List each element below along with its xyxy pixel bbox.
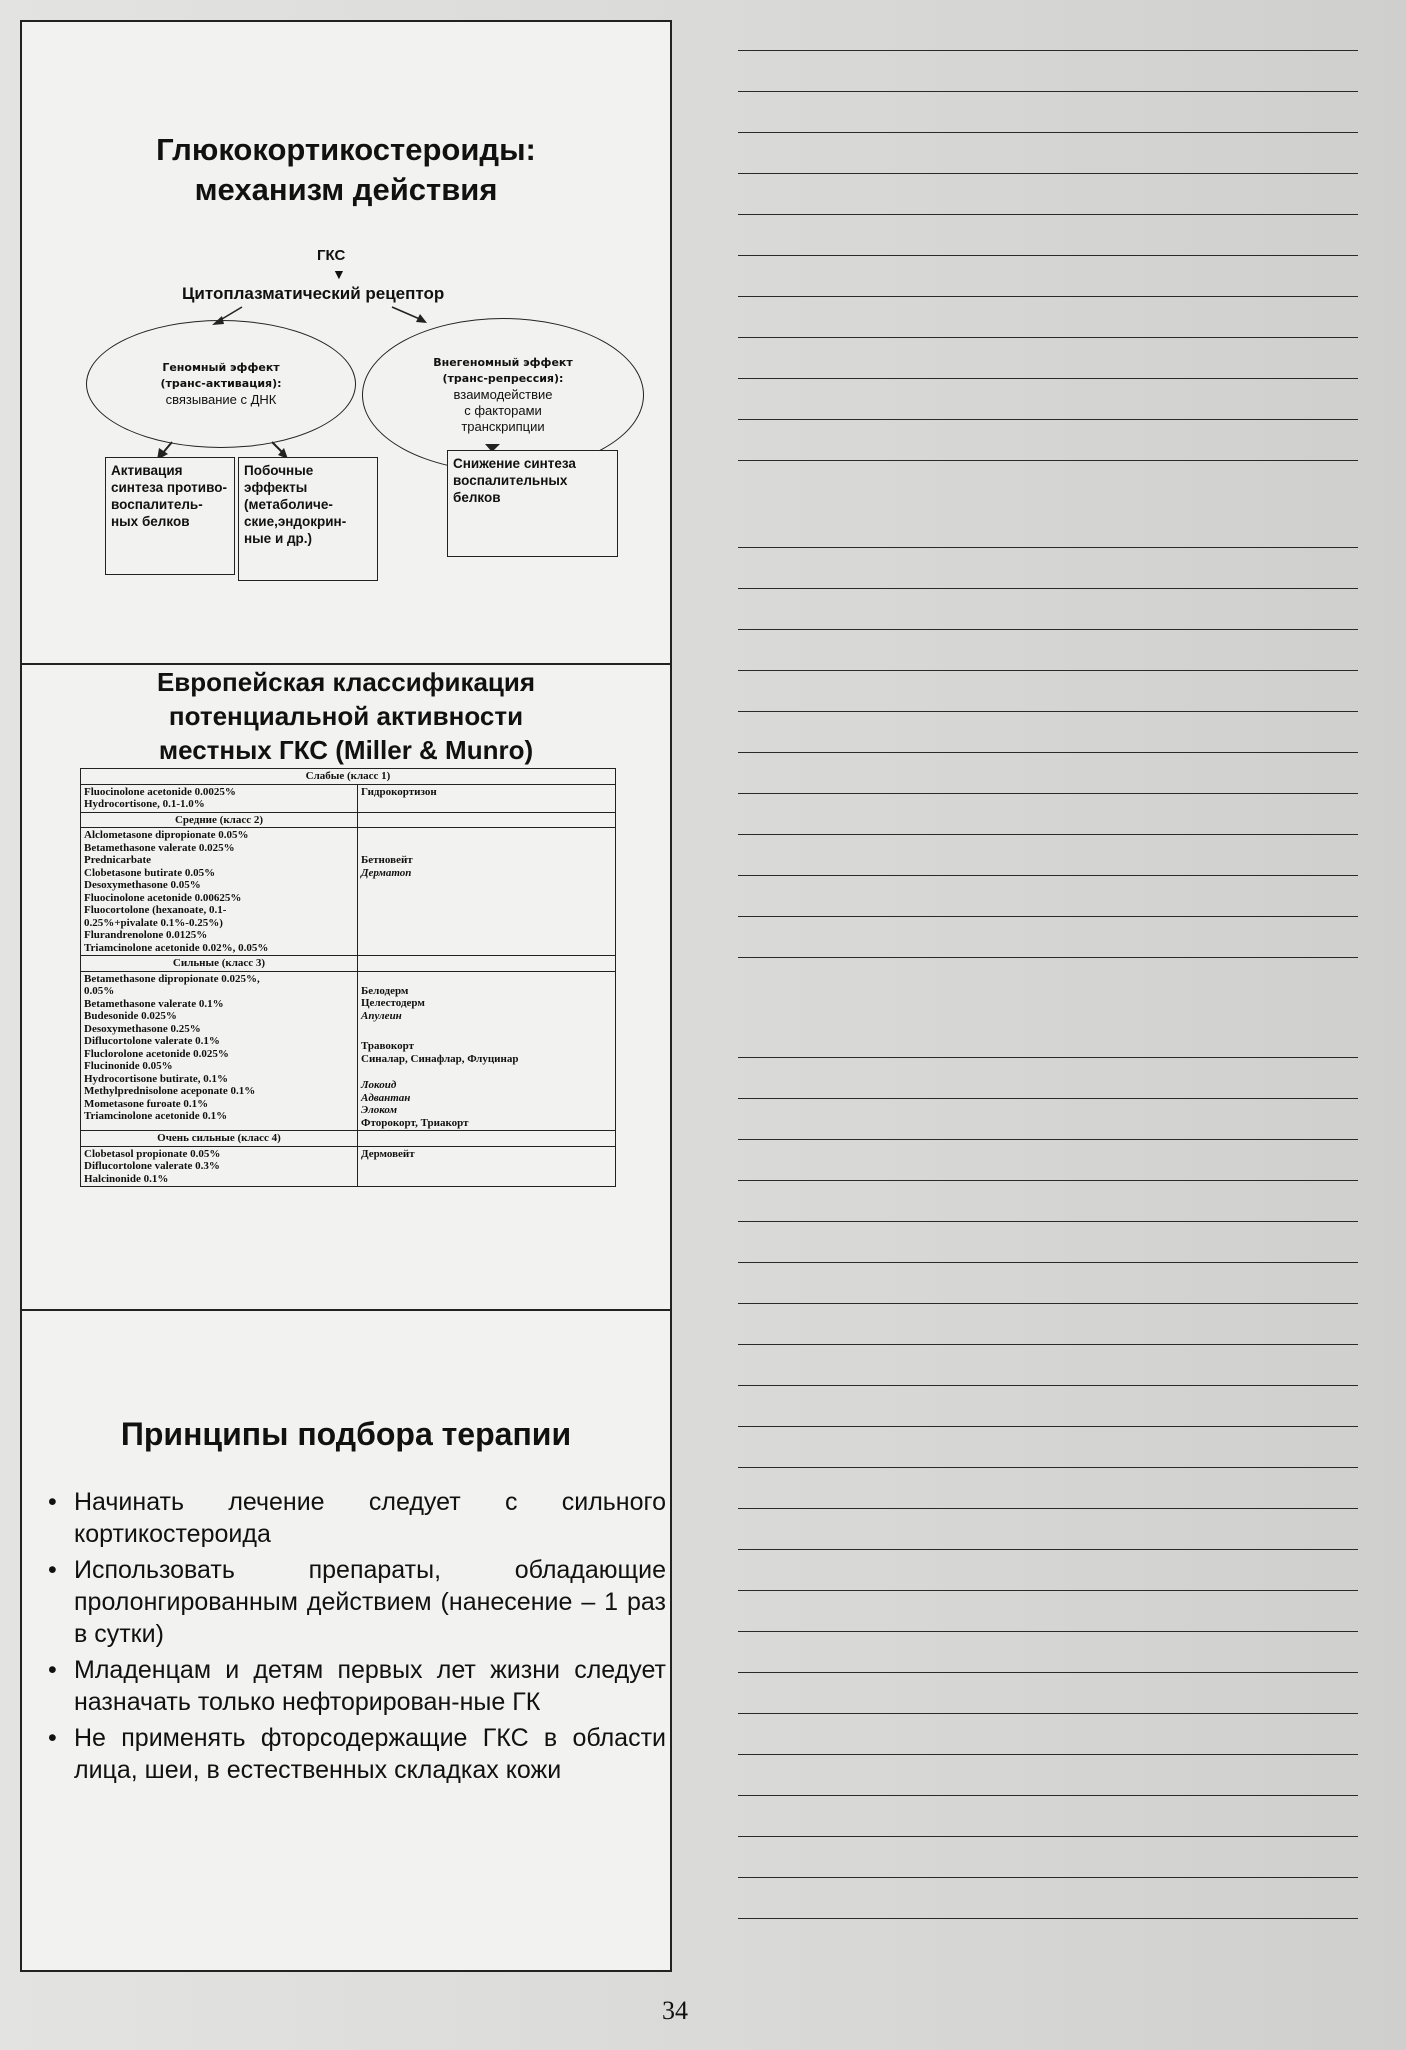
nongenomic-effect-ellipse <box>362 318 644 472</box>
drug-name: Desoxymethasone 0.25% <box>84 1022 201 1035</box>
brand-name: Бетновейт <box>361 854 413 866</box>
drug-name: Diflucortolone valerate 0.1% <box>84 1035 220 1047</box>
brand-name: Адвантан <box>361 1091 411 1104</box>
note-line <box>738 1180 1358 1181</box>
title-line: Глюкокортикостероиды: <box>156 132 536 167</box>
note-line <box>738 296 1358 297</box>
drug-name: 0.05% <box>84 985 115 997</box>
note-line <box>738 957 1358 958</box>
note-line <box>738 588 1358 589</box>
class-header: Очень сильные (класс 4) <box>81 1131 358 1147</box>
note-line <box>738 255 1358 256</box>
drug-name: Clobetasol propionate 0.05% <box>84 1147 221 1160</box>
class-header: Слабые (класс 1) <box>81 769 616 785</box>
drug-name: Mometasone furoate 0.1% <box>84 1097 209 1110</box>
note-line <box>738 1385 1358 1386</box>
page-number: 34 <box>662 1996 688 2025</box>
brand-list <box>358 784 616 812</box>
note-line <box>738 91 1358 92</box>
classification-table <box>80 768 616 1187</box>
note-line <box>738 1426 1358 1427</box>
note-line <box>738 793 1358 794</box>
table-row <box>81 784 616 812</box>
note-line <box>738 752 1358 753</box>
genomic-line: (транс-активация): <box>160 377 282 390</box>
drug-name: 0.25%+pivalate 0.1%-0.25%) <box>84 916 223 929</box>
drug-name: Triamcinolone acetonide 0.02%, 0.05% <box>84 941 269 954</box>
nongenomic-line: Внегеномный эффект <box>433 356 573 369</box>
genomic-effect-ellipse <box>86 320 356 448</box>
title-line: местных ГКС (Miller & Munro) <box>158 735 534 765</box>
drug-name: Fluocortolone (hexanoate, 0.1- <box>84 904 227 916</box>
note-line <box>738 834 1358 835</box>
note-line <box>738 1795 1358 1796</box>
note-line <box>738 629 1358 630</box>
drug-name: Methylprednisolone aceponate 0.1% <box>84 1085 256 1097</box>
brand-name: Дермовейт <box>361 1147 415 1160</box>
note-line <box>738 1918 1358 1919</box>
note-line <box>738 1098 1358 1099</box>
drug-name: Flucinonide 0.05% <box>84 1060 173 1072</box>
brand-name: Белодерм <box>361 984 409 997</box>
drug-name: Budesonide 0.025% <box>84 1010 177 1022</box>
arrow-down-icon: ▼ <box>332 266 346 282</box>
brand-name: Фторокорт, Триакорт <box>361 1116 469 1129</box>
nongenomic-line: транскрипции <box>461 419 545 434</box>
drug-name: Hydrocortisone butirate, 0.1% <box>84 1072 229 1085</box>
note-line <box>738 670 1358 671</box>
brand-name: Элоком <box>361 1104 398 1116</box>
brand-name: Травокорт <box>361 1040 414 1052</box>
nongenomic-line: с факторами <box>464 403 542 418</box>
note-line <box>738 1836 1358 1837</box>
receptor-label: Цитоплазматический рецептор <box>182 284 445 303</box>
note-line <box>738 50 1358 51</box>
nongenomic-line: (транс-репрессия): <box>442 372 564 385</box>
note-line <box>738 1549 1358 1550</box>
note-line <box>738 419 1358 420</box>
drug-name: Triamcinolone acetonide 0.1% <box>84 1110 228 1122</box>
table-row <box>81 971 616 1131</box>
slide-classification <box>20 663 672 1311</box>
note-line <box>738 132 1358 133</box>
brand-name: Гидрокортизон <box>361 785 437 798</box>
drug-list <box>81 971 358 1131</box>
drug-name: Betamethasone valerate 0.1% <box>84 997 224 1010</box>
drug-name: Fluocinolone acetonide 0.0025% <box>84 785 236 798</box>
note-line <box>738 173 1358 174</box>
note-line <box>738 1877 1358 1878</box>
list-item: • Младенцам и детям первых лет жизни следует назначать только нефторирован-ные ГК <box>36 1654 666 1718</box>
note-line <box>738 1631 1358 1632</box>
brand-name: Синалар, Синафлар, Флуцинар <box>361 1052 519 1065</box>
note-line <box>738 214 1358 215</box>
drug-list <box>81 828 358 956</box>
note-line <box>738 1754 1358 1755</box>
brand-name: Дерматоп <box>361 866 412 879</box>
brand-name: Апулеин <box>361 1009 402 1022</box>
note-line <box>738 1221 1358 1222</box>
list-item: • Использовать препараты, обладающие пролонгированным действием (нанесение – 1 раз в сутки) <box>36 1554 666 1650</box>
slide-title <box>22 665 670 767</box>
note-line <box>738 1590 1358 1591</box>
class-header: Средние (класс 2) <box>81 812 358 828</box>
note-line <box>738 1508 1358 1509</box>
note-line <box>738 547 1358 548</box>
title-line: потенциальной активности <box>168 701 524 731</box>
nongenomic-line: взаимодействие <box>453 387 553 402</box>
note-line <box>738 875 1358 876</box>
note-line <box>738 1303 1358 1304</box>
drug-list <box>81 784 358 812</box>
genomic-line: Геномный эффект <box>162 361 280 374</box>
notes-column <box>700 20 1390 1970</box>
principles-list <box>36 1486 666 1790</box>
drug-name: Flurandrenolone 0.0125% <box>84 929 208 941</box>
class-header: Сильные (класс 3) <box>81 956 358 972</box>
genomic-line: связывание с ДНК <box>165 392 277 407</box>
note-line <box>738 1139 1358 1140</box>
note-line <box>738 1467 1358 1468</box>
drug-name: Desoxymethasone 0.05% <box>84 879 201 891</box>
title-line: механизм действия <box>194 172 498 207</box>
drug-name: Diflucortolone valerate 0.3% <box>84 1160 220 1172</box>
note-line <box>738 378 1358 379</box>
note-line <box>738 916 1358 917</box>
slide-principles <box>20 1309 672 1972</box>
table-row <box>81 828 616 956</box>
slide-mechanism <box>20 20 672 665</box>
drug-name: Betamethasone dipropionate 0.025%, <box>84 972 260 985</box>
brand-list <box>358 1146 616 1187</box>
brand-list <box>358 828 616 956</box>
activation-box: Активация синтеза противо-воспалитель-ных белков <box>105 457 235 575</box>
note-line <box>738 1713 1358 1714</box>
note-line <box>738 711 1358 712</box>
note-line <box>738 460 1358 461</box>
note-line <box>738 1672 1358 1673</box>
side-effects-box: Побочные эффекты (метаболиче-ские,эндокрин-ные и др.) <box>238 457 378 581</box>
title-line: Европейская классификация <box>156 667 536 697</box>
note-line <box>738 337 1358 338</box>
note-line <box>738 1262 1358 1263</box>
decrease-box: Снижение синтеза воспалительных белков <box>447 450 618 557</box>
list-item: • Начинать лечение следует с сильного кортикостероида <box>36 1486 666 1550</box>
drug-name: Halcinonide 0.1% <box>84 1172 169 1185</box>
drug-name: Hydrocortisone, 0.1-1.0% <box>84 798 205 810</box>
brand-list <box>358 971 616 1131</box>
drug-name: Fluclorolone acetonide 0.025% <box>84 1047 229 1060</box>
drug-list <box>81 1146 358 1187</box>
drug-name: Alclometasone dipropionate 0.05% <box>84 829 249 841</box>
drug-name: Betamethasone valerate 0.025% <box>84 841 235 854</box>
note-line <box>738 1057 1358 1058</box>
slide-title: Принципы подбора терапии <box>120 1416 572 1452</box>
gks-label: ГКС <box>317 247 346 264</box>
table-row <box>81 1146 616 1187</box>
drug-name: Clobetasone butirate 0.05% <box>84 866 216 879</box>
drug-name: Fluocinolone acetonide 0.00625% <box>84 891 242 904</box>
note-line <box>738 1344 1358 1345</box>
brand-name: Локоид <box>361 1079 397 1091</box>
list-item: • Не применять фторсодержащие ГКС в области лица, шеи, в естественных складках кожи <box>36 1722 666 1786</box>
drug-name: Prednicarbate <box>84 854 152 866</box>
brand-name: Целестодерм <box>361 997 425 1009</box>
